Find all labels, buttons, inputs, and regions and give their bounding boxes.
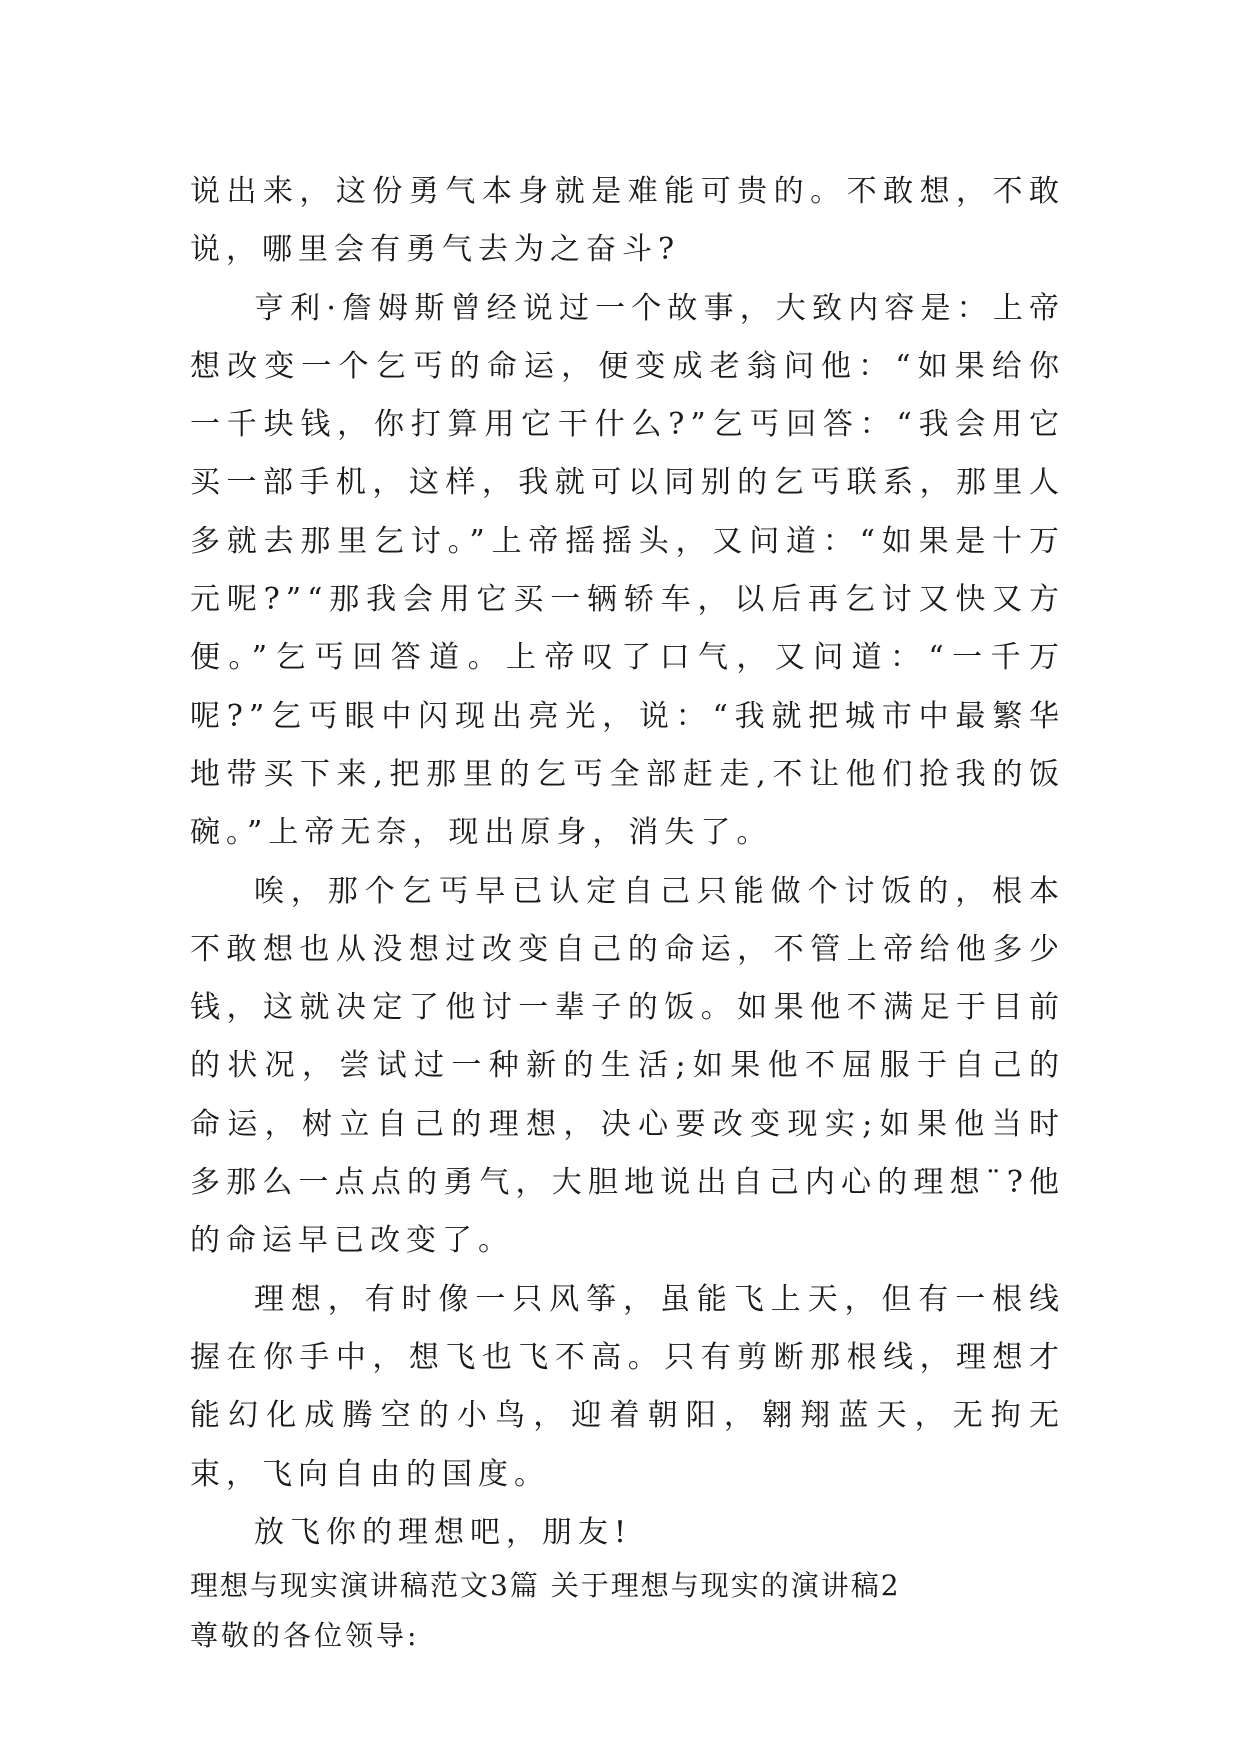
salutation: 尊敬的各位领导: bbox=[190, 1619, 420, 1653]
paragraph-beggar-story: 亨利·詹姆斯曾经说过一个故事，大致内容是：上帝想改变一个乞丐的命运，便变成老翁问他：“如果给你一千块钱，你打算用它干什么?”乞丐回答：“我会用它买一部手机，这样，我就可以同别的乞丐联系，那里人多就去那里乞讨。”上帝摇摇头，又问道：“如果是十万元呢?”“那我会用它买一辆轿车，以后再乞讨又快又方便。”乞丐回答道。上帝叹了口气，又问道：“一千万呢?”乞丐眼中闪现出亮光，说：“我就把城市中最繁华地带买下来,把那里的乞丐全部赶走,不让他们抢我的饭碗。”上帝无奈，现出原身，消失了。 bbox=[190, 290, 1065, 851]
document-body bbox=[190, 163, 1065, 1662]
paragraph-beggar-reflection: 唉，那个乞丐早已认定自己只能做个讨饭的，根本不敢想也从没想过改变自己的命运，不管上帝给他多少钱，这就决定了他讨一辈子的饭。如果他不满足于目前的状况，尝试过一种新的生活;如果他不屈服于自己的命运，树立自己的理想，决心要改变现实;如果他当时多那么一点点的勇气，大胆地说出自己内心的理想¨?他的命运早已改变了。 bbox=[190, 873, 1065, 1259]
section-heading: 理想与现实演讲稿范文3篇 关于理想与现实的演讲稿2 bbox=[190, 1569, 901, 1603]
paragraph-kite-metaphor: 理想，有时像一只风筝，虽能飞上天，但有一根线握在你手中，想飞也飞不高。只有剪断那根线，理想才能幻化成腾空的小鸟，迎着朝阳，翱翔蓝天，无拘无束，飞向自由的国度。 bbox=[190, 1281, 1065, 1492]
paragraph-courage: 说出来，这份勇气本身就是难能可贵的。不敢想，不敢说，哪里会有勇气去为之奋斗? bbox=[190, 174, 1065, 268]
paragraph-closing: 放飞你的理想吧，朋友! bbox=[254, 1514, 633, 1550]
